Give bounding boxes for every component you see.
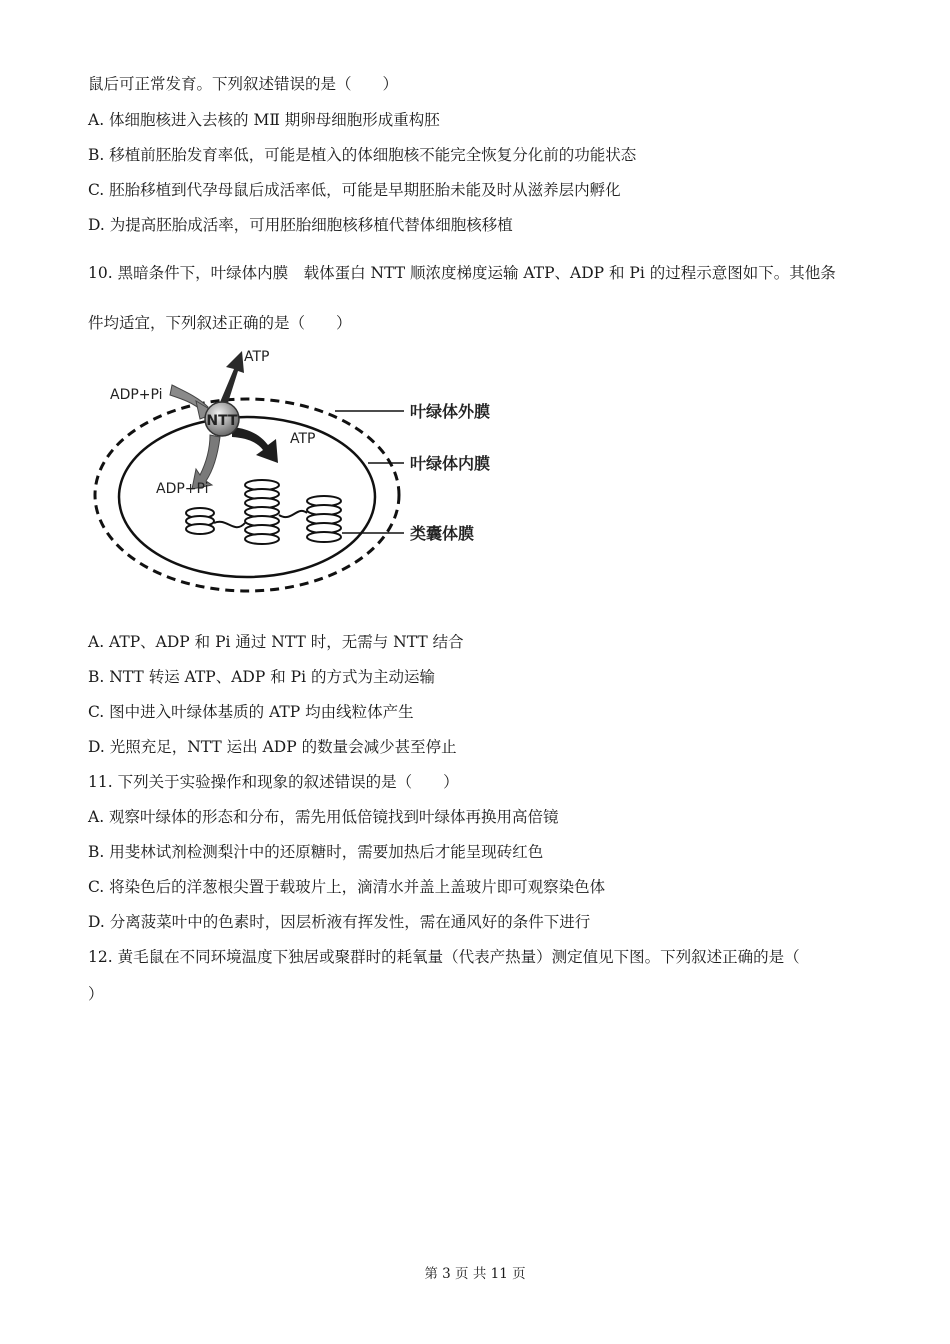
q10-stem-line1: 10. 黑暗条件下，叶绿体内膜 载体蛋白 NTT 顺浓度梯度运输 ATP、ADP 和 Pi 的过程示意图如下。其他条: [88, 264, 836, 282]
q10-stem-line2: 件均适宜，下列叙述正确的是（ ）: [88, 314, 352, 332]
q9-option-a: A. 体细胞核进入去核的 MⅡ 期卵母细胞形成重构胚: [88, 111, 440, 129]
q11-option-b: B. 用斐林试剂检测梨汁中的还原糖时，需要加热后才能呈现砖红色: [88, 843, 544, 861]
label-outer-membrane: 叶绿体外膜: [410, 402, 491, 421]
stroma-lamella: [214, 522, 245, 527]
q11-option-a: A. 观察叶绿体的形态和分布，需先用低倍镜找到叶绿体再换用高倍镜: [88, 808, 559, 826]
q9-option-b: B. 移植前胚胎发育率低，可能是植入的体细胞核不能完全恢复分化前的功能状态: [88, 146, 637, 164]
ntt-transporter: [170, 351, 278, 489]
ntt-label: NTT: [206, 413, 238, 429]
label-thylakoid-membrane: 类囊体膜: [410, 524, 475, 543]
q9-option-d: D. 为提高胚胎成活率，可用胚胎细胞核移植代替体细胞核移植: [88, 216, 513, 234]
q10-option-d: D. 光照充足，NTT 运出 ADP 的数量会减少甚至停止: [88, 738, 457, 756]
q11-option-c: C. 将染色后的洋葱根尖置于载玻片上，滴清水并盖上盖玻片即可观察染色体: [88, 878, 606, 896]
stroma-lamella: [279, 511, 307, 517]
q10-option-c: C. 图中进入叶绿体基质的 ATP 均由线粒体产生: [88, 703, 414, 721]
q9-option-c: C. 胚胎移植到代孕母鼠后成活率低，可能是早期胚胎未能及时从滋养层内孵化: [88, 181, 621, 199]
adp-pi-bottom-label: ADP+Pi: [156, 481, 209, 497]
label-inner-membrane: 叶绿体内膜: [410, 454, 491, 473]
q9-stem-tail: 鼠后可正常发育。下列叙述错误的是（ ）: [88, 75, 399, 93]
chloroplast-ntt-diagram: [92, 345, 512, 600]
page-footer: 第 3 页 共 11 页: [424, 1266, 526, 1282]
thylakoid-stack: [186, 508, 214, 534]
atp-inner-label: ATP: [290, 431, 316, 447]
q11-stem: 11. 下列关于实验操作和现象的叙述错误的是（ ）: [88, 773, 459, 791]
adp-pi-top-label: ADP+Pi: [110, 387, 163, 403]
q11-option-d: D. 分离菠菜叶中的色素时，因层析液有挥发性，需在通风好的条件下进行: [88, 913, 591, 931]
q12-stem-line2: ）: [88, 985, 104, 1003]
q10-option-b: B. NTT 转运 ATP、ADP 和 Pi 的方式为主动运输: [88, 668, 435, 686]
atp-in-arrow: [232, 427, 278, 463]
atp-top-label: ATP: [244, 349, 270, 365]
q12-stem-line1: 12. 黄毛鼠在不同环境温度下独居或聚群时的耗氧量（代表产热量）测定值见下图。下列叙述正确的是（: [88, 948, 800, 966]
thylakoid-stack: [245, 480, 279, 544]
thylakoid-stack: [307, 496, 341, 542]
q10-option-a: A. ATP、ADP 和 Pi 通过 NTT 时，无需与 NTT 结合: [88, 633, 464, 651]
